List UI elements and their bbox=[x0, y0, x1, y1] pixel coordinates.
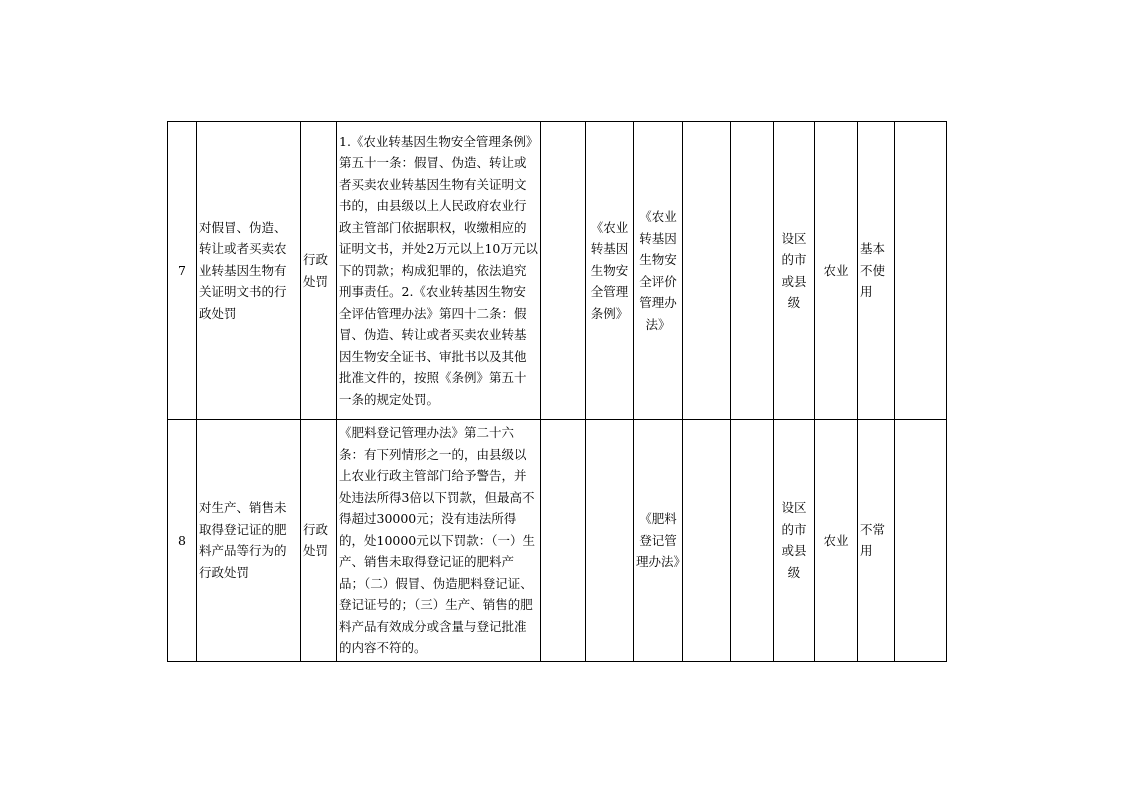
usage-frequency: 不常用 bbox=[858, 420, 895, 662]
table-row bbox=[168, 122, 947, 420]
implementing-level: 设区的市或县级 bbox=[774, 122, 815, 420]
empty-cell bbox=[541, 420, 586, 662]
law-regulation: 《农业转基因生物安全管理条例》 bbox=[586, 122, 634, 420]
implementing-level: 设区的市或县级 bbox=[774, 420, 815, 662]
row-index: 7 bbox=[168, 122, 197, 420]
departmental-rules: 《肥料登记管理办法》 bbox=[634, 420, 683, 662]
department: 农业 bbox=[815, 122, 858, 420]
legal-basis: 1.《农业转基因生物安全管理条例》第五十一条：假冒、伪造、转让或者买卖农业转基因生物有关证明文书的，由县级以上人民政府农业行政主管部门依据职权，收缴相应的证明文书，并处2万元以上10万元以下的罚款；构成犯罪的，依法追究刑事责任。2.《农业转基因生物安全评估管理办法》第四十二条：假冒、伪造、转让或者买卖农业转基因生物安全证书、审批书以及其他批准文件的，按照《条例》第五十一条的规定处罚。 bbox=[337, 122, 541, 420]
empty-cell bbox=[895, 122, 947, 420]
empty-cell bbox=[683, 420, 731, 662]
legal-basis: 《肥料登记管理办法》第二十六条：有下列情形之一的，由县级以上农业行政主管部门给予警告，并处违法所得3倍以下罚款，但最高不得超过30000元；没有违法所得的，处10000元以下罚款：（一）生产、销售未取得登记证的肥料产品；（二）假冒、伪造肥料登记证、登记证号的；（三）生产、销售的肥料产品有效成分或含量与登记批准的内容不符的。 bbox=[337, 420, 541, 662]
usage-frequency: 基本不使用 bbox=[858, 122, 895, 420]
matter-category: 行政处罚 bbox=[301, 420, 337, 662]
department: 农业 bbox=[815, 420, 858, 662]
matter-category: 行政处罚 bbox=[301, 122, 337, 420]
law-regulation bbox=[586, 420, 634, 662]
empty-cell bbox=[541, 122, 586, 420]
empty-cell bbox=[895, 420, 947, 662]
table-row bbox=[168, 420, 947, 662]
row-index: 8 bbox=[168, 420, 197, 662]
matter-name: 对假冒、伪造、转让或者买卖农业转基因生物有关证明文书的行政处罚 bbox=[197, 122, 301, 420]
empty-cell bbox=[731, 420, 774, 662]
empty-cell bbox=[683, 122, 731, 420]
catalog-table bbox=[167, 121, 947, 662]
matter-name: 对生产、销售未取得登记证的肥料产品等行为的行政处罚 bbox=[197, 420, 301, 662]
empty-cell bbox=[731, 122, 774, 420]
departmental-rules: 《农业转基因生物安全评价管理办法》 bbox=[634, 122, 683, 420]
